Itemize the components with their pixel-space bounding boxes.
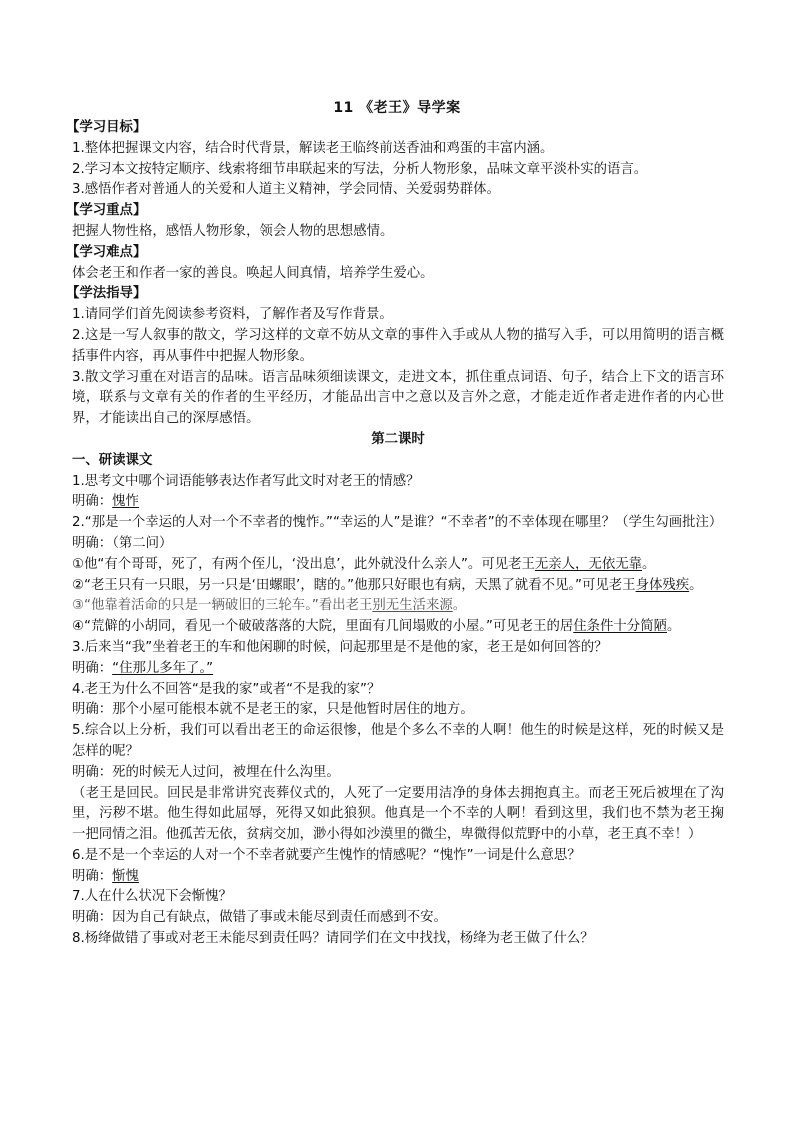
answer-2-point-3: ③“他靠着活命的只是一辆破旧的三轮车。”看出老王别无生活来源。 (72, 598, 467, 614)
question-1: 1.思考文中哪个词语能够表达作者写此文时对老王的情感？ (72, 473, 420, 489)
answer-2-point-4: ④“荒僻的小胡同，看见一个破破落落的大院，里面有几间塌败的小屋。”可见老王的居住条件十分简陋。 (72, 619, 681, 635)
lesson-heading: 第二课时 (371, 431, 425, 447)
method-item: 2.这是一写人叙事的散文，学习这样的文章不妨从文章的事件入手或从人物的描写入手，可以用简明的语言概括事件内容，再从事件中把握人物形象。 (72, 327, 724, 364)
answer-5-note: （老王是回民。回民是非常讲究丧葬仪式的，人死了一定要用洁净的身体去拥抱真主。而老王死后被埋在了沟里，污秽不堪。他生得如此屈辱，死得又如此狼狈。他真是一个不幸的人啊！看到这里，我们也不禁为老王掬一把同情之泪。他孤苦无依，贫病交加，渺小得如沙漠里的微尘，卑微得似荒野中的小草，老王真不幸！） (72, 785, 724, 843)
goal-item: 2.学习本文按特定顺序、线索将细节串联起来的写法，分析人物形象，品味文章平淡朴实的语言。 (72, 161, 648, 177)
focus-text: 把握人物性格，感悟人物形象，领会人物的思想感情。 (72, 223, 394, 239)
document-body (66, 118, 724, 950)
answer-5: 明确：死的时候无人过问，被埋在什么沟里。 (72, 764, 340, 780)
method-heading: 【学法指导】 (66, 286, 147, 302)
question-3: 3.后来当“我”坐着老王的车和他闲聊的时候，问起那里是不是他的家，老王是如何回答的？ (72, 639, 608, 655)
answer-2-point-1: ①他“有个哥哥，死了，有两个侄儿，‘没出息’，此外就没什么亲人”。可见老王无亲人，无依无靠。 (72, 556, 656, 572)
answer-2-intro: 明确：（第二问） (72, 535, 173, 551)
answer-1: 明确：愧怍 (72, 494, 139, 510)
question-8: 8.杨绛做错了事或对老王未能尽到责任吗？请同学们在文中找找，杨绛为老王做了什么？ (72, 931, 594, 947)
answer-7: 明确：因为自己有缺点，做错了事或未能尽到责任而感到不安。 (72, 910, 447, 926)
answer-1-keyword: 愧怍 (112, 494, 139, 510)
answer-6: 明确：惭愧 (72, 868, 139, 884)
focus-heading: 【学习重点】 (66, 203, 147, 219)
question-6: 6.是不是一个幸运的人对一个不幸者就要产生愧怍的情感呢？“愧怍”一词是什么意思？ (72, 847, 581, 863)
section-heading: 一、研读课文 (72, 452, 153, 468)
goal-item: 1.整体把握课文内容，结合时代背景，解读老王临终前送香油和鸡蛋的丰富内涵。 (72, 140, 554, 156)
question-2: 2.“那是一个幸运的人对一个不幸者的愧怍。”“幸运的人”是谁？“不幸者”的不幸体现在哪里？（学生勾画批注） (72, 515, 723, 531)
answer-2-point-2: ②“老王只有一只眼，另一只是‘田螺眼’，瞎的。”他那只好眼也有病，天黑了就看不见。”可见老王身体残疾。 (72, 577, 703, 593)
goals-heading: 【学习目标】 (66, 120, 147, 135)
method-item: 1.请同学们首先阅读参考资料，了解作者及写作背景。 (72, 307, 393, 323)
difficulty-heading: 【学习难点】 (66, 244, 147, 260)
question-5: 5.综合以上分析，我们可以看出老王的命运很惨，他是个多么不幸的人啊！他生的时候是这样，死的时候又是怎样的呢？ (72, 723, 724, 759)
method-item: 3.散文学习重在对语言的品味。语言品味须细读课文，走进文本，抓住重点词语、句子，结合上下文的语言环境，联系与文章有关的作者的生平经历，才能品出言中之意以及言外之意，才能走近作者走进作者的内心世界，才能读出自己的深厚感悟。 (72, 369, 724, 427)
question-4: 4.老王为什么不回答“是我的家”或者“不是我的家”？ (72, 681, 381, 697)
answer-3: 明确：“住那儿多年了。” (72, 660, 214, 676)
goal-item: 3.感悟作者对普通人的关爱和人道主义精神，学会同情、关爱弱势群体。 (72, 182, 500, 198)
difficulty-text: 体会老王和作者一家的善良。唤起人间真情，培养学生爱心。 (72, 265, 434, 281)
question-7: 7.人在什么状况下会惭愧？ (72, 889, 233, 905)
answer-4: 明确：那个小屋可能根本就不是老王的家，只是他暂时居住的地方。 (72, 702, 474, 718)
page-title: 11 《老王》导学案 (333, 100, 461, 116)
